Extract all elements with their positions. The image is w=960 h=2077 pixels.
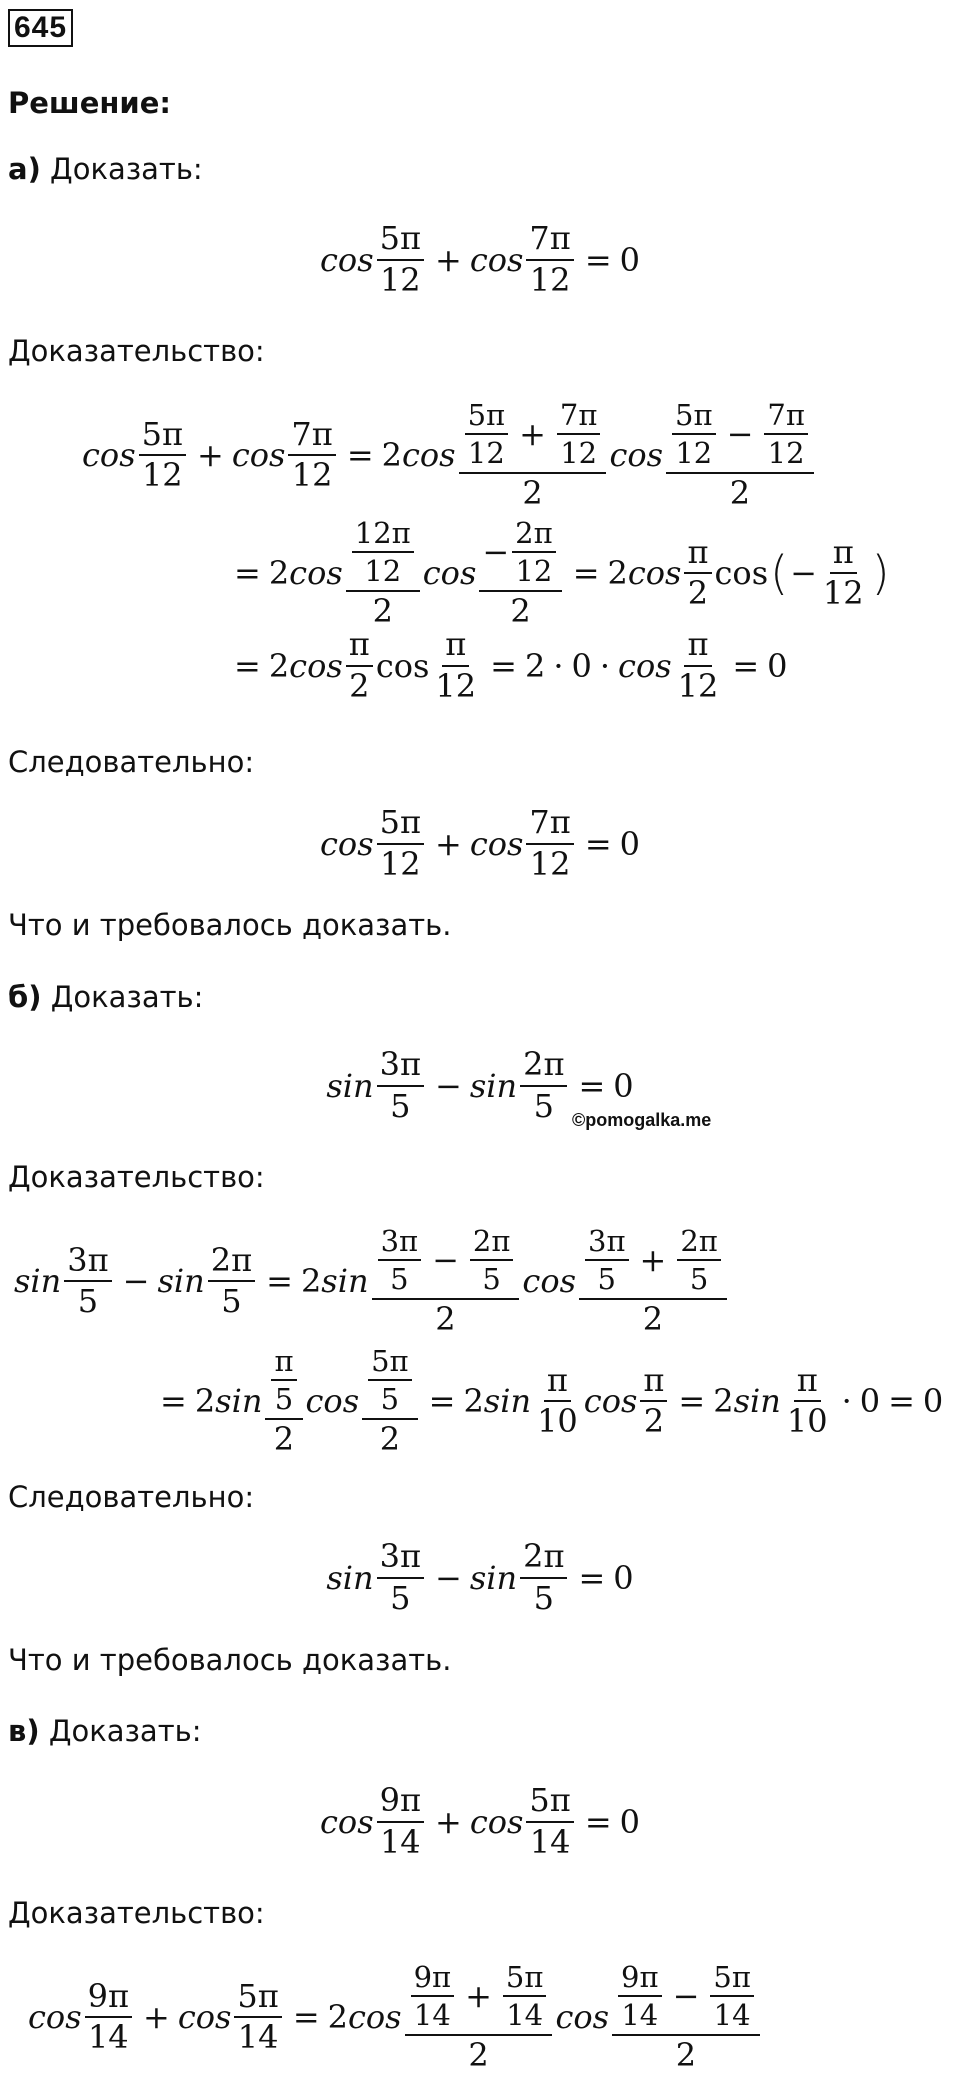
part-a-proof-label: Доказательство: [8, 334, 265, 368]
part-c-proof-label: Доказательство: [8, 1896, 265, 1930]
part-a-proof-line-2: = 2 cos 12π 12 2 cos − $\frac{2\pi}{12}$ 2 = 2 cos π 2 cos ( − $\frac{\pi}{12}$ ) [234, 516, 890, 630]
part-b-hence-label: Следовательно: [8, 1480, 255, 1514]
part-a-hence-label: Следовательно: [8, 745, 255, 779]
part-c-prove-label: в) Доказать: [8, 1714, 202, 1748]
part-a-qed: Что и требовалось доказать. [8, 908, 452, 942]
part-a-proof-line-3: = 2 cos π 2 cos $\frac{\pi}{12}$ = 2 · 0 · cos $\frac{\pi}{12}$ = 0 [234, 625, 788, 705]
part-a-conclusion: cos 5π 12 + cos $\frac{7\pi}{12}$ = 0 [320, 803, 640, 883]
part-b-proof-line-2: = 2 sin π 5 2 cos 5π 5 2 = 2 sin π 10 cos $\frac{\pi}{2}$ = 2 sin π 10 · 0 = 0 [160, 1344, 944, 1458]
solution-heading: Решение: [8, 86, 172, 120]
part-b-conclusion: sin 3π 5 − sin $\frac{2\pi}{5}$ = 0 [326, 1537, 634, 1617]
part-a-proof-line-1: cos 5π 12 + cos $\frac{7\pi}{12}$ = 2 cos 5π 12 + $\frac{7\pi}{12}$ 2 cos 5π 12 − $\frac{7\pi}{12}$ 2 [82, 400, 817, 510]
part-b-proof-label: Доказательство: [8, 1160, 265, 1194]
part-c-statement: cos 9π 14 + cos $\frac{5\pi}{14}$ = 0 [320, 1781, 640, 1861]
part-b-prove-label: б) Доказать: [8, 980, 204, 1014]
part-a-statement: cos 5π 12 + cos $\frac{7\pi}{12}$ = 0 [320, 219, 640, 299]
part-b-proof-line-1: sin 3π 5 − sin $\frac{2\pi}{5}$ = 2 sin 3π 5 − $\frac{2\pi}{5}$ 2 cos 3π 5 + $\frac{2\pi}{5}$ 2 [14, 1226, 730, 1336]
part-a-prove-label: а) Доказать: [8, 152, 203, 186]
problem-number-badge: 645 [8, 9, 73, 47]
part-b-qed: Что и требовалось доказать. [8, 1643, 452, 1677]
part-b-statement: sin 3π 5 − sin $\frac{2\pi}{5}$ = 0 [326, 1045, 634, 1125]
part-c-proof-line-1: cos 9π 14 + cos $\frac{5\pi}{14}$ = 2 cos 9π 14 + $\frac{5\pi}{14}$ 2 cos 9π 14 − $\frac{5\pi}{14}$ 2 [28, 1962, 763, 2072]
watermark: ©pomogalka.me [572, 1110, 712, 1130]
